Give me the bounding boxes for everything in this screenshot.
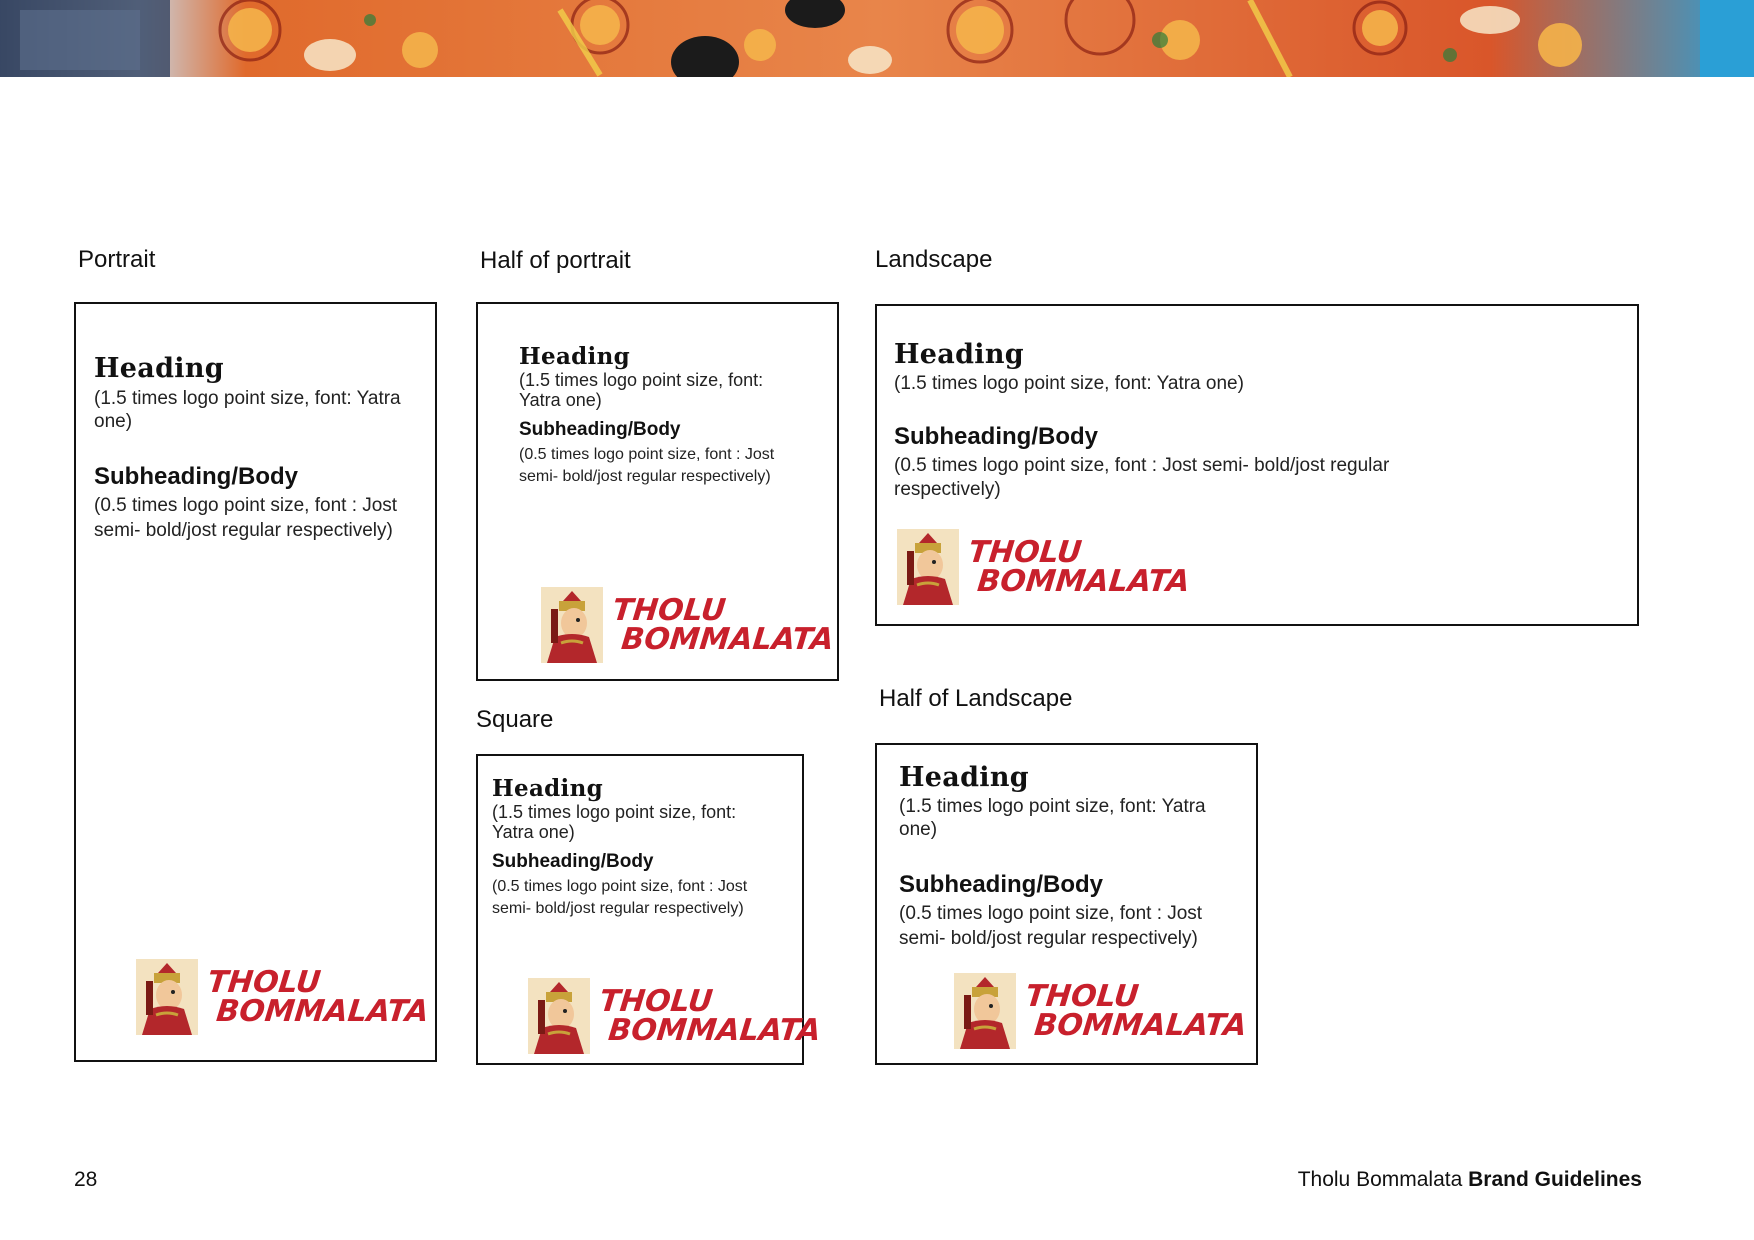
puppet-icon	[954, 973, 1016, 1049]
logo-line-1: THOLU	[597, 983, 715, 1019]
portrait-heading-note: (1.5 times logo point size, font: Yatra one)	[94, 387, 401, 432]
half-portrait-sub-note: (0.5 times logo point size, font : Jost semi- bold/jost regular respectively)	[519, 445, 775, 486]
decorative-art-banner-icon	[0, 0, 1754, 77]
logo-line-1: THOLU	[966, 534, 1084, 570]
logo-line-2: BOMMALATA	[1032, 1007, 1249, 1042]
landscape-frame	[875, 304, 1639, 626]
landscape-logo	[897, 529, 1191, 605]
square-heading-note: (1.5 times logo point size, font: Yatra one)	[492, 802, 737, 843]
portrait-sub-note: (0.5 times logo point size, font : Jost semi- bold/jost regular respectively)	[94, 494, 398, 541]
footer-brand-suffix: Brand Guidelines	[1468, 1168, 1642, 1191]
half-landscape-sub-note: (0.5 times logo point size, font : Jost semi- bold/jost regular respectively)	[899, 902, 1203, 949]
square-sub-note: (0.5 times logo point size, font : Jost semi- bold/jost regular respectively)	[492, 877, 748, 918]
landscape-subheading: Subheading/Body	[894, 422, 1098, 450]
puppet-icon	[136, 959, 198, 1035]
portrait-frame	[74, 302, 437, 1062]
page-number: 28	[74, 1168, 98, 1191]
square-heading: Heading	[492, 775, 603, 802]
portrait-logo	[136, 959, 430, 1035]
section-title-landscape: Landscape	[875, 246, 993, 273]
half-portrait-heading: Heading	[519, 343, 630, 370]
half-portrait-logo	[541, 587, 835, 663]
landscape-heading-note: (1.5 times logo point size, font: Yatra one)	[894, 372, 1244, 394]
logo-line-2: BOMMALATA	[975, 563, 1192, 598]
logo-line-1: THOLU	[610, 592, 728, 628]
puppet-icon	[897, 529, 959, 605]
half-landscape-subheading: Subheading/Body	[899, 871, 1103, 899]
section-title-half-landscape: Half of Landscape	[879, 685, 1073, 712]
logo-line-2: BOMMALATA	[606, 1012, 823, 1047]
half-portrait-spec	[519, 344, 809, 489]
half-landscape-heading-note: (1.5 times logo point size, font: Yatra one)	[899, 795, 1206, 840]
footer-brand-name: Tholu Bommalata	[1297, 1168, 1463, 1191]
half-landscape-spec	[899, 763, 1229, 951]
landscape-spec	[894, 340, 1454, 503]
half-portrait-frame	[476, 302, 839, 681]
portrait-spec	[94, 354, 414, 543]
puppet-icon	[541, 587, 603, 663]
half-portrait-heading-note: (1.5 times logo point size, font: Yatra one)	[519, 370, 764, 411]
half-portrait-subheading: Subheading/Body	[519, 418, 681, 440]
logo-line-2: BOMMALATA	[214, 993, 431, 1028]
half-landscape-frame	[875, 743, 1258, 1065]
logo-line-1: THOLU	[1023, 978, 1141, 1014]
half-landscape-logo	[954, 973, 1248, 1049]
square-frame	[476, 754, 823, 1065]
section-title-portrait: Portrait	[78, 246, 156, 273]
square-subheading: Subheading/Body	[492, 850, 654, 872]
puppet-icon	[528, 978, 590, 1054]
section-title-square: Square	[476, 706, 554, 733]
landscape-heading: Heading	[894, 339, 1024, 370]
half-landscape-heading: Heading	[899, 762, 1029, 793]
footer-brand	[1298, 1168, 1642, 1192]
section-title-half-portrait: Half of portrait	[480, 247, 631, 274]
square-logo	[528, 978, 822, 1054]
portrait-subheading: Subheading/Body	[94, 463, 298, 491]
landscape-sub-note: (0.5 times logo point size, font : Jost semi- bold/jost regular respectively)	[894, 454, 1390, 501]
square-spec	[492, 776, 782, 921]
portrait-heading: Heading	[94, 353, 224, 384]
logo-line-2: BOMMALATA	[619, 621, 836, 656]
logo-line-1: THOLU	[205, 964, 323, 1000]
decorative-banner	[0, 0, 1754, 77]
